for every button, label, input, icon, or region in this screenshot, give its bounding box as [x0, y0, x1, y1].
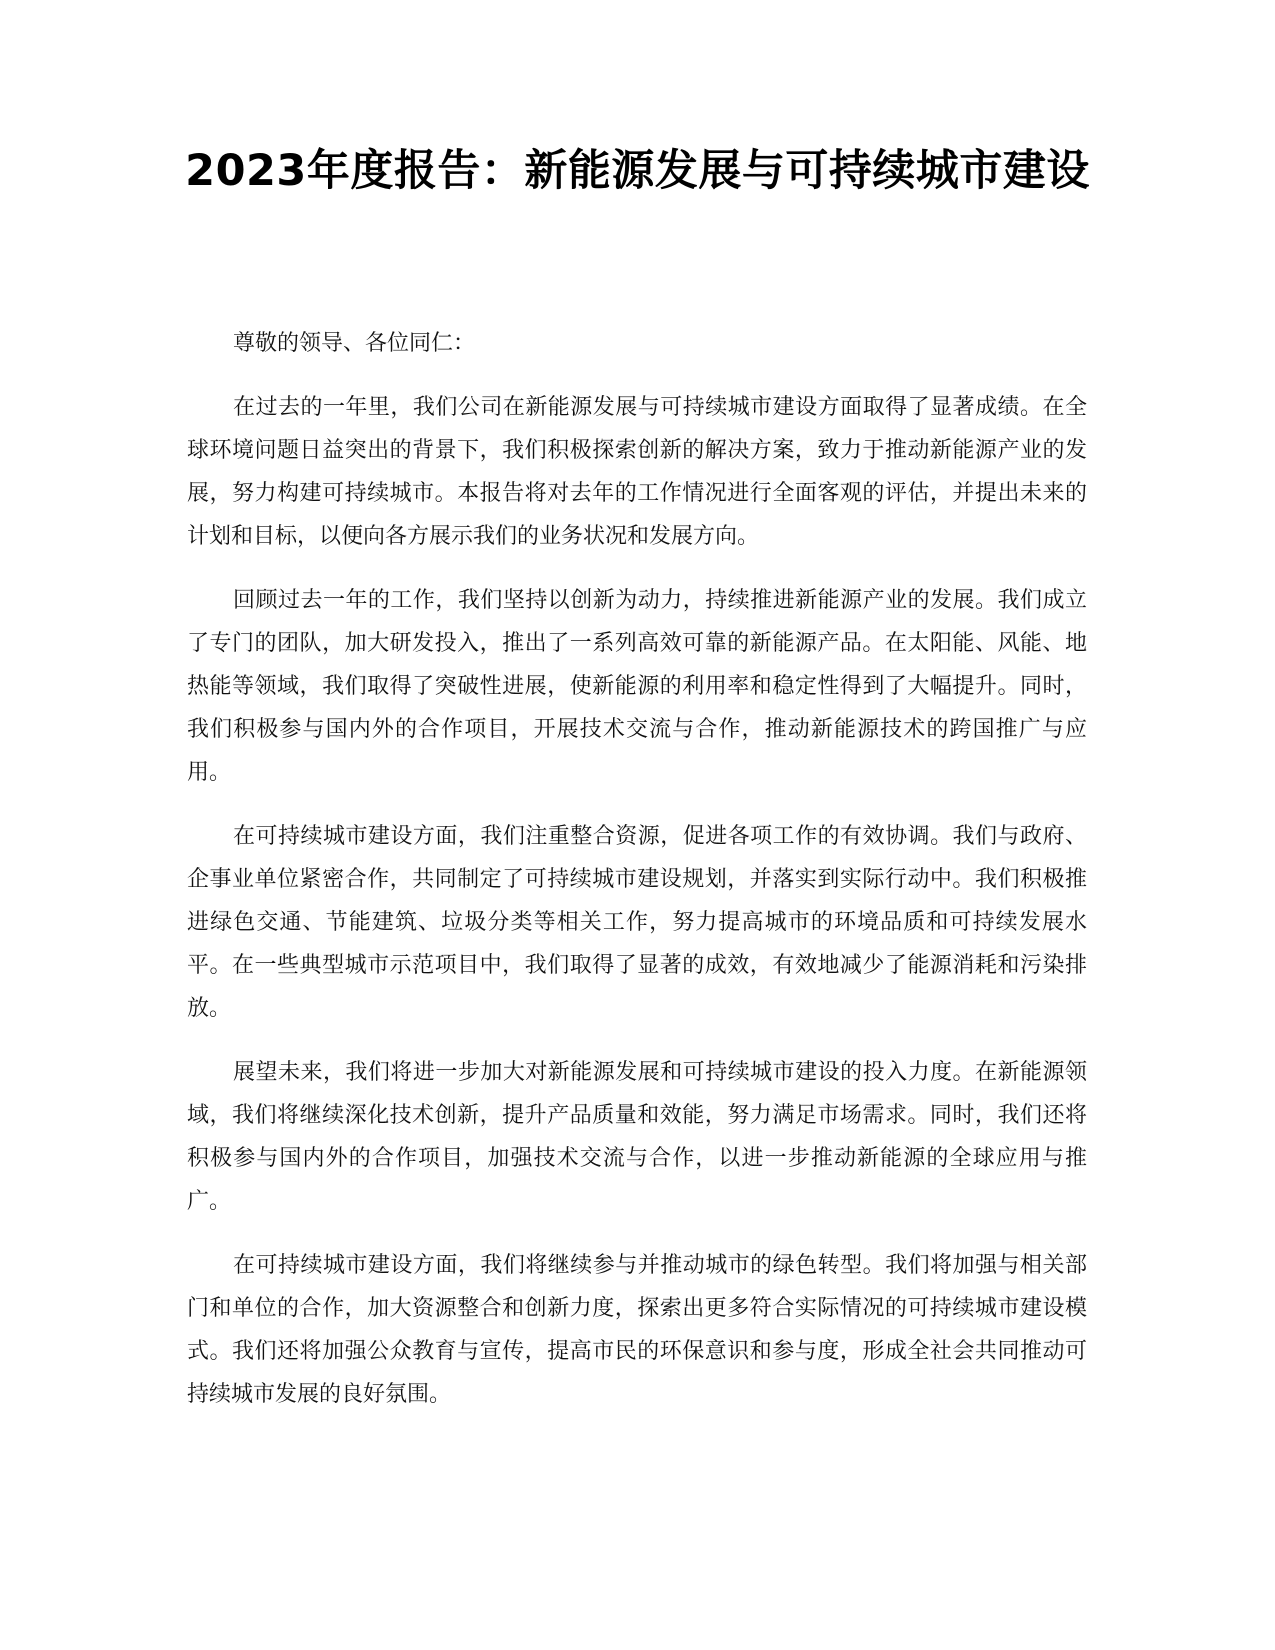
paragraph-3: 在可持续城市建设方面，我们注重整合资源，促进各项工作的有效协调。我们与政府、企事业单位紧密合作，共同制定了可持续城市建设规划，并落实到实际行动中。我们积极推进绿色交通、节能建筑、垃圾分类等相关工作，努力提高城市的环境品质和可持续发展水平。在一些典型城市示范项目中，我们取得了显著的成效，有效地减少了能源消耗和污染排放。 — [187, 824, 1087, 1021]
document-body — [187, 322, 1087, 1437]
paragraph-5: 在可持续城市建设方面，我们将继续参与并推动城市的绿色转型。我们将加强与相关部门和单位的合作，加大资源整合和创新力度，探索出更多符合实际情况的可持续城市建设模式。我们还将加强公众教育与宣传，提高市民的环保意识和参与度，形成全社会共同推动可持续城市发展的良好氛围。 — [187, 1253, 1087, 1407]
paragraph-4: 展望未来，我们将进一步加大对新能源发展和可持续城市建设的投入力度。在新能源领域，我们将继续深化技术创新，提升产品质量和效能，努力满足市场需求。同时，我们还将积极参与国内外的合作项目，加强技术交流与合作，以进一步推动新能源的全球应用与推广。 — [187, 1060, 1087, 1214]
greeting: 尊敬的领导、各位同仁： — [233, 331, 476, 356]
paragraph-2: 回顾过去一年的工作，我们坚持以创新为动力，持续推进新能源产业的发展。我们成立了专门的团队，加大研发投入，推出了一系列高效可靠的新能源产品。在太阳能、风能、地热能等领域，我们取得了突破性进展，使新能源的利用率和稳定性得到了大幅提升。同时，我们积极参与国内外的合作项目，开展技术交流与合作，推动新能源技术的跨国推广与应用。 — [187, 588, 1087, 785]
paragraph-1: 在过去的一年里，我们公司在新能源发展与可持续城市建设方面取得了显著成绩。在全球环境问题日益突出的背景下，我们积极探索创新的解决方案，致力于推动新能源产业的发展，努力构建可持续城市。本报告将对去年的工作情况进行全面客观的评估，并提出未来的计划和目标，以便向各方展示我们的业务状况和发展方向。 — [187, 395, 1087, 549]
document-title: 2023年度报告：新能源发展与可持续城市建设 — [185, 146, 1090, 196]
